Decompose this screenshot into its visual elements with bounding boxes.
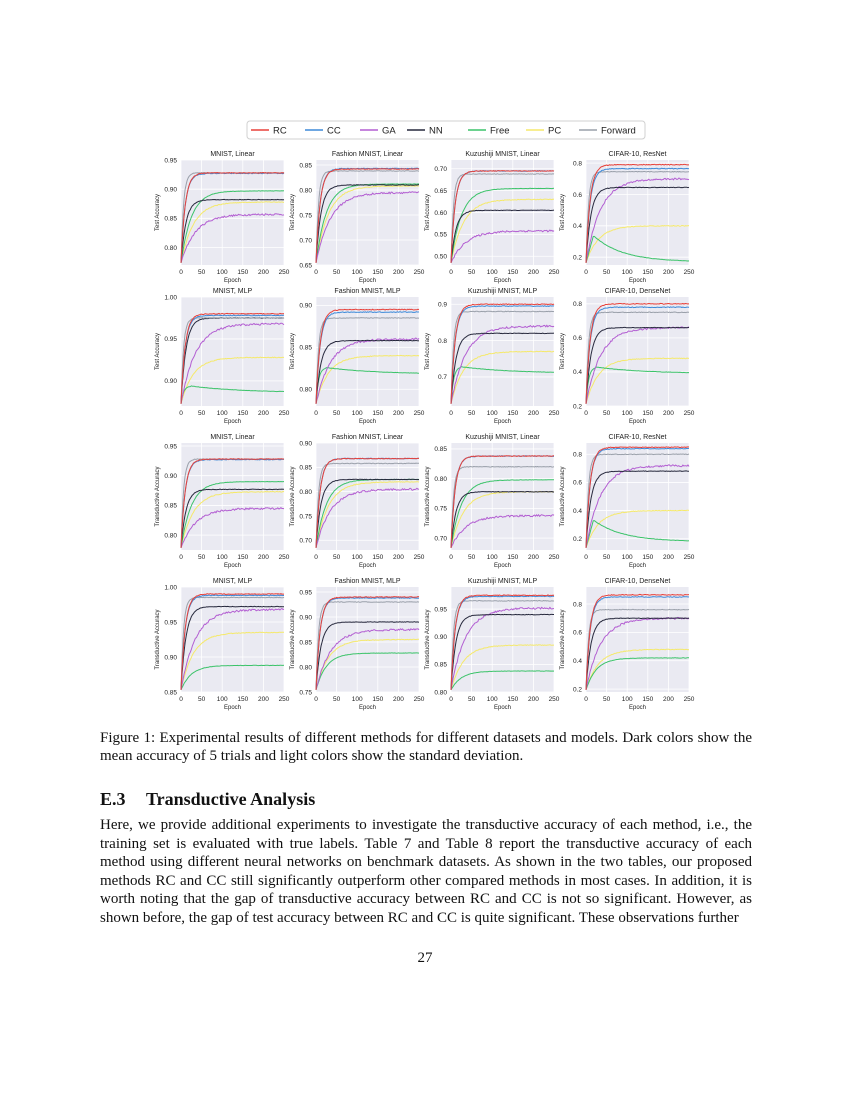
y-tick-label: 0.75 (299, 689, 312, 697)
x-tick-label: 100 (621, 554, 633, 561)
y-axis-label: Transductive Accuracy (425, 466, 431, 527)
y-tick-label: 0.8 (437, 337, 447, 345)
y-tick-label: 0.85 (164, 215, 177, 223)
figure-caption: Figure 1: Experimental results of different methods for different datasets and models. Dark colors show the mean accuracy of 5 trials and light colors show the standard deviation. (100, 730, 752, 764)
y-tick-label: 0.2 (572, 686, 582, 694)
y-tick-label: 0.85 (434, 661, 447, 669)
x-tick-label: 0 (179, 410, 183, 417)
y-tick-label: 0.85 (299, 162, 312, 170)
x-tick-label: 150 (372, 269, 384, 276)
plot-background (586, 297, 689, 406)
y-tick-label: 0.4 (572, 507, 582, 515)
chart-title: MNIST, MLP (212, 288, 253, 295)
y-axis-label: Test Accuracy (425, 332, 431, 371)
y-tick-label: 0.85 (164, 502, 177, 510)
plot-background (451, 587, 554, 692)
x-axis-label: Epoch (493, 563, 512, 569)
x-tick-label: 100 (621, 696, 633, 703)
legend-label-nn: NN (429, 125, 443, 137)
x-tick-label: 50 (197, 696, 206, 703)
plot-background (451, 443, 554, 550)
y-tick-label: 0.80 (164, 244, 177, 252)
x-tick-label: 150 (642, 269, 654, 276)
x-tick-label: 250 (413, 554, 425, 561)
body-paragraph: Here, we provide additional experiments to investigate the transductive accuracy of each method, i.e., the training set is evaluated with true labels. Table 7 and Table 8 report the transductive accuracy of each method using different neural networks on benchmark datasets. As shown in the two tables, our proposed methods RC and CC still significantly outperform other compared methods in most cases. In addition, it is worth noting that the gap of transductive accuracy between RC and CC is not so significant. However, as shown before, the gap of test accuracy between RC and CC is quite significant. These observations further (100, 817, 752, 926)
x-tick-label: 150 (507, 696, 519, 703)
x-axis-label: Epoch (358, 419, 377, 425)
chart-title: CIFAR-10, DenseNet (604, 578, 671, 585)
chart-title: Kuzushiji MNIST, Linear (465, 434, 540, 441)
x-tick-label: 150 (237, 696, 249, 703)
legend-label-rc: RC (273, 125, 287, 137)
x-tick-label: 150 (372, 696, 384, 703)
y-axis-label: Transductive Accuracy (155, 609, 161, 670)
x-tick-label: 100 (486, 696, 498, 703)
y-tick-label: 0.85 (299, 464, 312, 472)
y-tick-label: 0.70 (299, 237, 312, 245)
chart-panel (560, 151, 695, 284)
x-tick-label: 250 (278, 410, 290, 417)
y-tick-label: 0.95 (164, 336, 177, 344)
chart-title: Fashion MNIST, Linear (331, 151, 404, 158)
x-axis-label: Epoch (358, 563, 377, 569)
y-tick-label: 0.80 (299, 386, 312, 394)
x-tick-label: 100 (216, 554, 228, 561)
y-tick-label: 1.00 (164, 584, 177, 592)
x-tick-label: 100 (486, 554, 498, 561)
y-axis-label: Test Accuracy (560, 193, 566, 232)
x-tick-label: 200 (662, 554, 674, 561)
y-tick-label: 0.70 (434, 166, 447, 174)
y-axis-label: Test Accuracy (425, 193, 431, 232)
y-tick-label: 0.90 (164, 378, 177, 386)
x-tick-label: 250 (548, 696, 560, 703)
x-tick-label: 0 (449, 696, 453, 703)
y-axis-label: Transductive Accuracy (155, 466, 161, 527)
x-tick-label: 50 (602, 696, 611, 703)
x-tick-label: 200 (392, 410, 404, 417)
x-tick-label: 250 (548, 554, 560, 561)
x-tick-label: 200 (527, 269, 539, 276)
chart-panel (155, 434, 290, 569)
x-tick-label: 50 (467, 410, 476, 417)
y-tick-label: 0.4 (572, 369, 582, 377)
x-tick-label: 0 (449, 554, 453, 561)
x-axis-label: Epoch (628, 563, 647, 569)
y-tick-label: 0.6 (572, 335, 582, 343)
x-tick-label: 150 (507, 269, 519, 276)
y-axis-label: Test Accuracy (155, 332, 161, 371)
chart-panel (560, 578, 695, 711)
x-tick-label: 150 (372, 410, 384, 417)
y-axis-label: Test Accuracy (155, 193, 161, 232)
y-tick-label: 0.75 (299, 212, 312, 220)
chart-panel (290, 578, 425, 711)
x-tick-label: 50 (467, 554, 476, 561)
x-tick-label: 0 (584, 554, 588, 561)
x-axis-label: Epoch (223, 705, 242, 711)
x-axis-label: Epoch (493, 705, 512, 711)
x-tick-label: 250 (413, 410, 425, 417)
y-tick-label: 0.75 (299, 513, 312, 521)
y-tick-label: 0.80 (434, 475, 447, 483)
legend-label-forward: Forward (601, 125, 636, 137)
x-tick-label: 100 (486, 269, 498, 276)
chart-panel (155, 288, 290, 425)
y-tick-label: 0.60 (434, 209, 447, 217)
plot-background (586, 443, 689, 550)
x-tick-label: 100 (216, 410, 228, 417)
chart-title: Fashion MNIST, MLP (334, 288, 401, 295)
chart-panel (425, 434, 560, 569)
y-axis-label: Transductive Accuracy (560, 466, 566, 527)
y-tick-label: 0.90 (434, 634, 447, 642)
x-tick-label: 150 (642, 410, 654, 417)
section-title: Transductive Analysis (146, 789, 316, 809)
x-tick-label: 250 (278, 269, 290, 276)
x-axis-label: Epoch (628, 705, 647, 711)
legend-label-ga: GA (382, 125, 396, 137)
chart-title: Fashion MNIST, MLP (334, 578, 401, 585)
y-tick-label: 1.00 (164, 294, 177, 302)
chart-panel (560, 288, 695, 425)
x-tick-label: 100 (351, 269, 363, 276)
plot-background (586, 160, 689, 265)
y-axis-label: Transductive Accuracy (425, 609, 431, 670)
y-tick-label: 0.90 (164, 472, 177, 480)
x-tick-label: 150 (237, 269, 249, 276)
x-tick-label: 200 (662, 696, 674, 703)
y-tick-label: 0.75 (434, 505, 447, 513)
x-tick-label: 250 (683, 269, 695, 276)
y-tick-label: 0.70 (299, 537, 312, 545)
y-tick-label: 0.9 (437, 301, 447, 309)
chart-panel (155, 151, 290, 284)
section-number: E.3 (100, 789, 126, 809)
y-tick-label: 0.6 (572, 191, 582, 199)
y-axis-label: Test Accuracy (290, 332, 296, 371)
y-axis-label: Transductive Accuracy (290, 466, 296, 527)
x-tick-label: 150 (507, 554, 519, 561)
x-tick-label: 50 (332, 269, 341, 276)
chart-title: Kuzushiji MNIST, MLP (467, 288, 538, 295)
x-axis-label: Epoch (223, 563, 242, 569)
chart-title: Kuzushiji MNIST, Linear (465, 151, 540, 158)
x-tick-label: 50 (332, 554, 341, 561)
x-tick-label: 200 (392, 696, 404, 703)
x-tick-label: 0 (584, 269, 588, 276)
x-tick-label: 200 (257, 554, 269, 561)
y-axis-label: Test Accuracy (560, 332, 566, 371)
chart-title: Kuzushiji MNIST, MLP (467, 578, 538, 585)
y-tick-label: 0.95 (164, 157, 177, 165)
y-tick-label: 0.8 (572, 601, 582, 609)
chart-panel (290, 288, 425, 425)
x-tick-label: 100 (351, 410, 363, 417)
x-axis-label: Epoch (358, 278, 377, 284)
y-tick-label: 0.85 (299, 344, 312, 352)
chart-panel (290, 151, 425, 284)
x-axis-label: Epoch (493, 278, 512, 284)
y-tick-label: 0.85 (164, 689, 177, 697)
chart-title: Fashion MNIST, Linear (331, 434, 404, 441)
y-tick-label: 0.70 (434, 535, 447, 543)
x-tick-label: 150 (642, 554, 654, 561)
section-heading (100, 789, 315, 810)
x-tick-label: 200 (527, 554, 539, 561)
x-tick-label: 50 (602, 269, 611, 276)
chart-panel (425, 288, 560, 425)
y-tick-label: 0.8 (572, 160, 582, 168)
x-tick-label: 200 (257, 269, 269, 276)
y-tick-label: 0.80 (299, 488, 312, 496)
chart-panel (155, 578, 290, 711)
x-tick-label: 0 (179, 554, 183, 561)
chart-panel (425, 151, 560, 284)
y-axis-label: Transductive Accuracy (290, 609, 296, 670)
y-tick-label: 0.55 (434, 231, 447, 239)
x-axis-label: Epoch (493, 419, 512, 425)
x-tick-label: 0 (314, 554, 318, 561)
x-axis-label: Epoch (223, 419, 242, 425)
figure-legend (247, 121, 645, 139)
y-tick-label: 0.85 (299, 639, 312, 647)
y-axis-label: Transductive Accuracy (560, 609, 566, 670)
x-tick-label: 50 (467, 696, 476, 703)
y-tick-label: 0.95 (164, 443, 177, 451)
y-tick-label: 0.95 (299, 589, 312, 597)
x-tick-label: 150 (507, 410, 519, 417)
x-tick-label: 50 (197, 269, 206, 276)
y-tick-label: 0.50 (434, 253, 447, 261)
chart-title: CIFAR-10, ResNet (608, 151, 667, 158)
plot-background (316, 297, 419, 406)
x-tick-label: 150 (237, 410, 249, 417)
page-number: 27 (417, 950, 433, 966)
x-tick-label: 150 (642, 696, 654, 703)
x-tick-label: 250 (278, 554, 290, 561)
y-tick-label: 0.4 (572, 223, 582, 231)
x-tick-label: 200 (392, 269, 404, 276)
y-tick-label: 0.95 (434, 606, 447, 614)
x-tick-label: 0 (314, 269, 318, 276)
x-tick-label: 0 (314, 696, 318, 703)
x-tick-label: 0 (584, 410, 588, 417)
x-tick-label: 200 (392, 554, 404, 561)
chart-panel (560, 434, 695, 569)
y-tick-label: 0.90 (299, 614, 312, 622)
plot-background (316, 160, 419, 265)
y-tick-label: 0.80 (299, 187, 312, 195)
x-tick-label: 100 (216, 269, 228, 276)
chart-title: MNIST, MLP (212, 578, 253, 585)
chart-title: MNIST, Linear (210, 434, 255, 441)
x-tick-label: 250 (413, 269, 425, 276)
x-tick-label: 50 (197, 554, 206, 561)
y-tick-label: 0.95 (164, 619, 177, 627)
y-tick-label: 0.85 (434, 446, 447, 454)
x-tick-label: 0 (179, 269, 183, 276)
x-tick-label: 100 (621, 269, 633, 276)
x-tick-label: 50 (602, 410, 611, 417)
x-tick-label: 0 (179, 696, 183, 703)
y-tick-label: 0.80 (164, 532, 177, 540)
x-tick-label: 200 (527, 696, 539, 703)
x-axis-label: Epoch (628, 278, 647, 284)
x-tick-label: 200 (527, 410, 539, 417)
y-tick-label: 0.7 (437, 374, 447, 382)
x-tick-label: 0 (314, 410, 318, 417)
x-tick-label: 50 (332, 696, 341, 703)
x-axis-label: Epoch (628, 419, 647, 425)
legend-label-cc: CC (327, 125, 341, 137)
legend-label-free: Free (490, 125, 510, 137)
chart-grid (155, 151, 695, 711)
x-tick-label: 250 (413, 696, 425, 703)
x-tick-label: 200 (662, 410, 674, 417)
y-tick-label: 0.2 (572, 254, 582, 262)
chart-title: MNIST, Linear (210, 151, 255, 158)
x-tick-label: 200 (257, 410, 269, 417)
x-tick-label: 100 (351, 554, 363, 561)
x-tick-label: 250 (683, 554, 695, 561)
y-tick-label: 0.65 (299, 262, 312, 270)
x-tick-label: 50 (467, 269, 476, 276)
x-tick-label: 250 (278, 696, 290, 703)
x-tick-label: 200 (662, 269, 674, 276)
x-tick-label: 100 (486, 410, 498, 417)
y-tick-label: 0.2 (572, 403, 582, 411)
x-tick-label: 100 (216, 696, 228, 703)
y-tick-label: 0.90 (164, 654, 177, 662)
y-tick-label: 0.65 (434, 187, 447, 195)
x-tick-label: 100 (351, 696, 363, 703)
x-tick-label: 0 (449, 410, 453, 417)
x-tick-label: 100 (621, 410, 633, 417)
x-axis-label: Epoch (223, 278, 242, 284)
y-tick-label: 0.6 (572, 479, 582, 487)
y-tick-label: 0.6 (572, 629, 582, 637)
legend-label-pc: PC (548, 125, 562, 137)
y-tick-label: 0.8 (572, 451, 582, 459)
x-tick-label: 50 (332, 410, 341, 417)
y-tick-label: 0.90 (299, 440, 312, 448)
x-tick-label: 250 (548, 410, 560, 417)
y-tick-label: 0.80 (434, 689, 447, 697)
plot-background (181, 587, 284, 692)
chart-panel (425, 578, 560, 711)
x-tick-label: 0 (449, 269, 453, 276)
x-tick-label: 250 (548, 269, 560, 276)
x-tick-label: 50 (197, 410, 206, 417)
y-tick-label: 0.8 (572, 301, 582, 309)
x-tick-label: 150 (237, 554, 249, 561)
y-tick-label: 0.90 (299, 302, 312, 310)
y-tick-label: 0.80 (299, 664, 312, 672)
x-tick-label: 250 (683, 410, 695, 417)
y-axis-label: Test Accuracy (290, 193, 296, 232)
x-tick-label: 200 (257, 696, 269, 703)
y-tick-label: 0.90 (164, 186, 177, 194)
x-tick-label: 0 (584, 696, 588, 703)
y-tick-label: 0.4 (572, 658, 582, 666)
chart-panel (290, 434, 425, 569)
x-tick-label: 150 (372, 554, 384, 561)
y-tick-label: 0.2 (572, 536, 582, 544)
chart-title: CIFAR-10, ResNet (608, 434, 667, 441)
x-tick-label: 50 (602, 554, 611, 561)
chart-title: CIFAR-10, DenseNet (604, 288, 671, 295)
plot-background (586, 587, 689, 692)
x-tick-label: 250 (683, 696, 695, 703)
x-axis-label: Epoch (358, 705, 377, 711)
